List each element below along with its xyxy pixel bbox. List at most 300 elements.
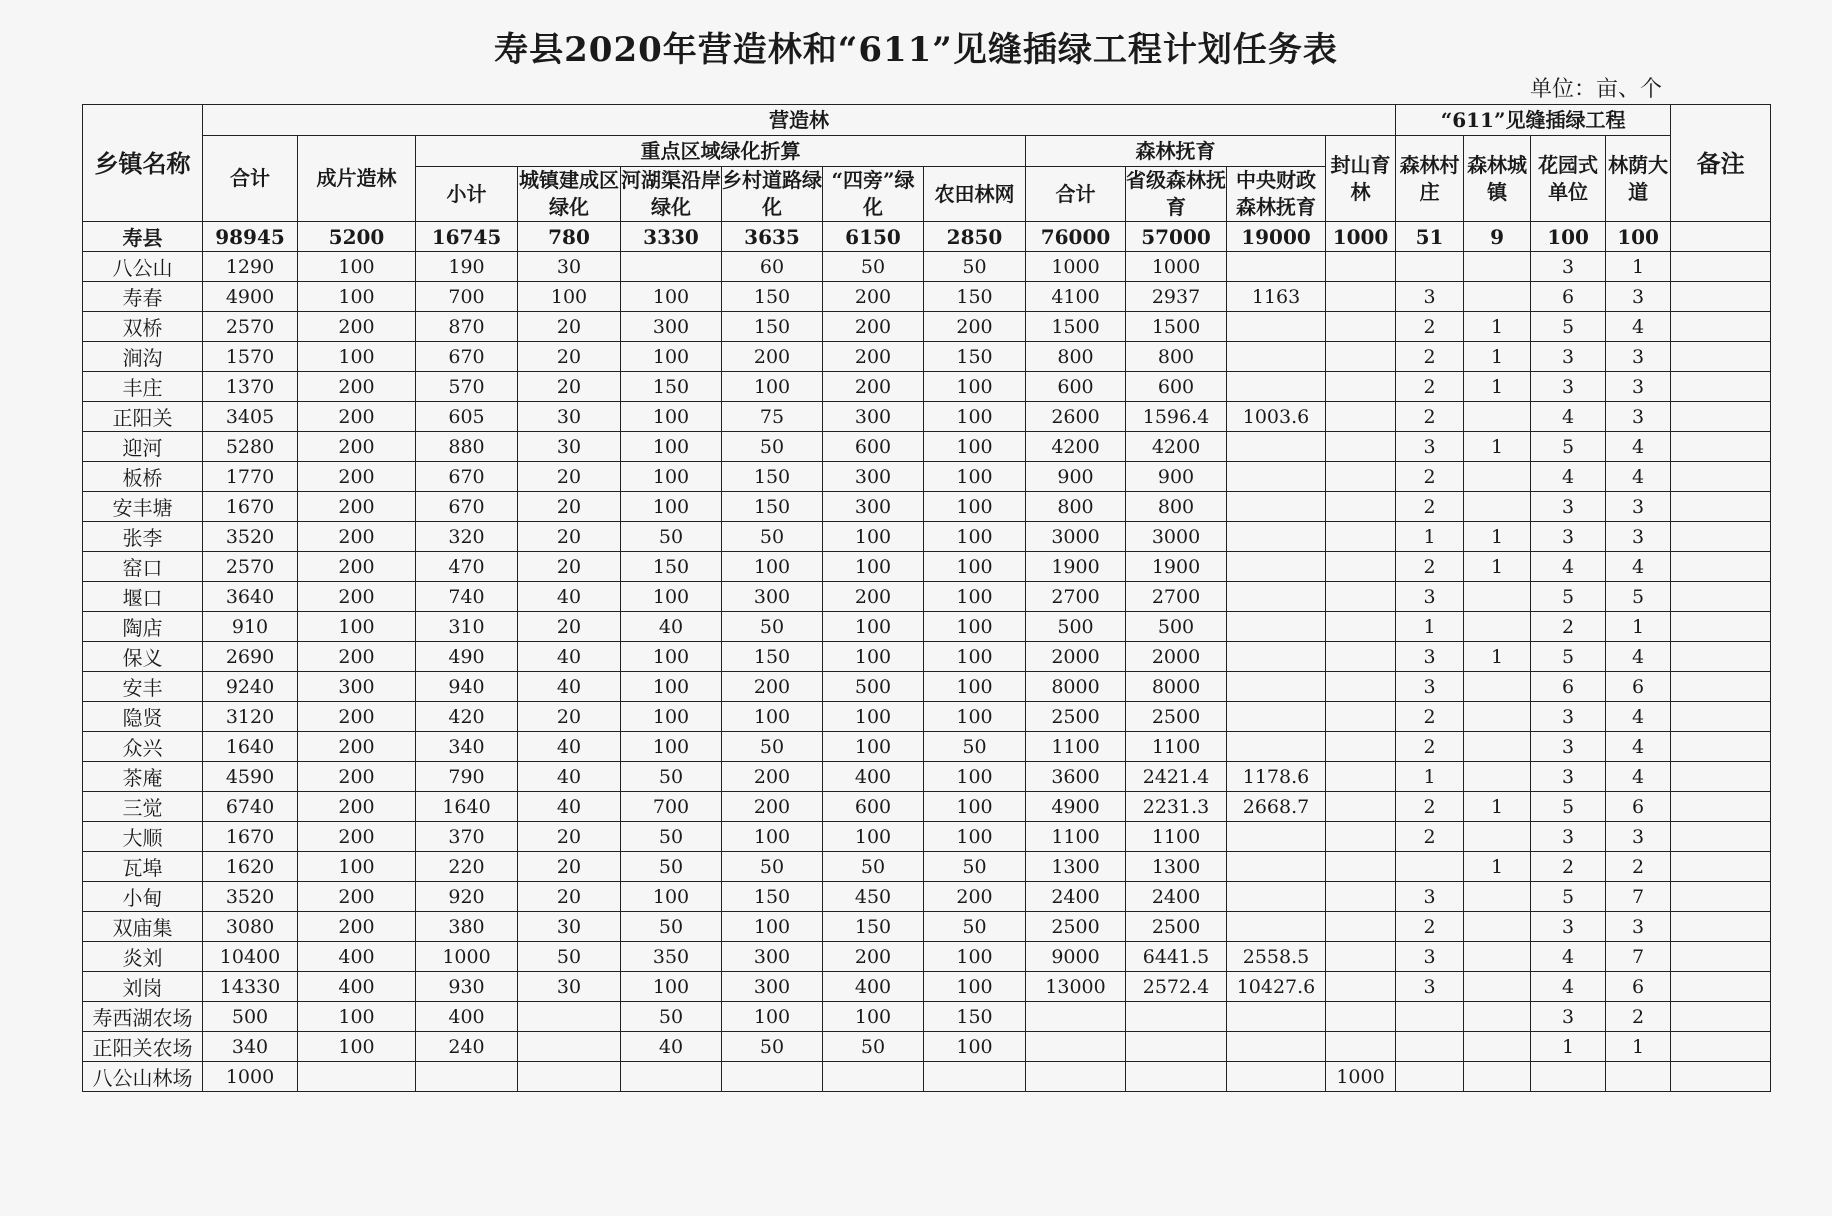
table-cell: 40 [518, 642, 621, 672]
table-cell: 100 [722, 912, 823, 942]
table-cell [1464, 762, 1531, 792]
table-cell [1671, 282, 1771, 312]
table-cell [621, 252, 722, 282]
table-cell: 800 [1026, 492, 1126, 522]
table-cell [1326, 402, 1396, 432]
table-cell: 4200 [1026, 432, 1126, 462]
table-cell: 200 [298, 492, 416, 522]
table-cell: 20 [518, 312, 621, 342]
table-cell: 605 [416, 402, 518, 432]
table-cell: 200 [298, 762, 416, 792]
table-cell: 100 [924, 582, 1026, 612]
table-cell: 780 [518, 222, 621, 252]
table-cell: 4 [1606, 642, 1671, 672]
township-name-cell: 寿西湖农场 [83, 1002, 203, 1032]
table-cell: 100 [621, 462, 722, 492]
table-cell: 6 [1531, 672, 1606, 702]
header-garden-unit: 花园式单位 [1531, 136, 1606, 222]
table-cell: 150 [924, 282, 1026, 312]
table-cell: 100 [924, 432, 1026, 462]
table-cell: 100 [621, 402, 722, 432]
table-cell: 98945 [203, 222, 298, 252]
table-cell: 200 [298, 702, 416, 732]
table-cell: 3 [1606, 372, 1671, 402]
header-central: 中央财政森林抚育 [1227, 167, 1326, 222]
table-cell: 20 [518, 852, 621, 882]
table-cell [1671, 462, 1771, 492]
table-cell: 3405 [203, 402, 298, 432]
table-cell: 2500 [1026, 912, 1126, 942]
table-cell: 100 [621, 882, 722, 912]
table-cell: 100 [924, 552, 1026, 582]
table-cell: 200 [722, 342, 823, 372]
table-cell: 19000 [1227, 222, 1326, 252]
table-cell: 2500 [1026, 702, 1126, 732]
table-cell: 3 [1531, 1002, 1606, 1032]
document-title: 寿县2020年营造林和“611”见缝插绿工程计划任务表 [494, 30, 1338, 70]
table-cell: 3 [1606, 282, 1671, 312]
table-cell [1326, 582, 1396, 612]
table-row [83, 1002, 1771, 1032]
table-cell: 6 [1606, 792, 1671, 822]
table-cell: 2400 [1126, 882, 1227, 912]
table-cell [1464, 942, 1531, 972]
table-cell: 50 [722, 522, 823, 552]
township-name-cell: 迎河 [83, 432, 203, 462]
table-cell: 2558.5 [1227, 942, 1326, 972]
table-cell: 20 [518, 822, 621, 852]
table-cell [1227, 432, 1326, 462]
table-cell: 100 [298, 252, 416, 282]
table-cell: 4 [1606, 552, 1671, 582]
table-cell: 400 [298, 972, 416, 1002]
township-name-cell: 瓦埠 [83, 852, 203, 882]
table-cell [1326, 762, 1396, 792]
table-cell [1326, 612, 1396, 642]
table-cell: 5 [1531, 582, 1606, 612]
table-cell: 370 [416, 822, 518, 852]
table-row [83, 822, 1771, 852]
table-cell: 3 [1531, 762, 1606, 792]
table-cell: 2 [1396, 702, 1464, 732]
table-cell: 2 [1396, 492, 1464, 522]
table-cell: 150 [621, 372, 722, 402]
table-cell [1227, 552, 1326, 582]
table-cell: 1000 [1126, 252, 1227, 282]
township-name-cell: 陶店 [83, 612, 203, 642]
table-cell: 50 [722, 852, 823, 882]
table-cell: 500 [1126, 612, 1227, 642]
table-cell: 3 [1606, 402, 1671, 432]
table-row [83, 702, 1771, 732]
table-cell: 14330 [203, 972, 298, 1002]
table-cell: 300 [823, 462, 924, 492]
table-cell: 150 [924, 1002, 1026, 1032]
table-cell: 4200 [1126, 432, 1227, 462]
table-cell [1671, 942, 1771, 972]
table-cell: 500 [823, 672, 924, 702]
table-cell [1227, 252, 1326, 282]
table-cell [1464, 972, 1531, 1002]
township-name-cell: 寿县 [83, 222, 203, 252]
table-cell [1531, 1062, 1606, 1092]
table-cell: 13000 [1026, 972, 1126, 1002]
table-cell: 1000 [203, 1062, 298, 1092]
table-cell: 450 [823, 882, 924, 912]
table-cell: 100 [722, 1002, 823, 1032]
table-cell: 3 [1396, 432, 1464, 462]
table-cell: 1670 [203, 822, 298, 852]
table-cell: 2570 [203, 552, 298, 582]
table-cell: 50 [924, 252, 1026, 282]
table-row [83, 462, 1771, 492]
table-row [83, 882, 1771, 912]
table-cell: 2 [1396, 402, 1464, 432]
table-cell: 3 [1606, 912, 1671, 942]
table-cell: 2600 [1026, 402, 1126, 432]
table-cell: 100 [924, 642, 1026, 672]
table-cell: 200 [298, 642, 416, 672]
table-cell [1227, 462, 1326, 492]
township-name-cell: 安丰塘 [83, 492, 203, 522]
table-cell: 2 [1396, 312, 1464, 342]
table-cell [1671, 642, 1771, 672]
table-cell: 790 [416, 762, 518, 792]
table-cell: 200 [298, 732, 416, 762]
table-cell [1464, 732, 1531, 762]
table-cell [1671, 852, 1771, 882]
table-row [83, 762, 1771, 792]
table-cell: 1640 [203, 732, 298, 762]
table-cell: 1000 [1326, 1062, 1396, 1092]
table-cell: 1290 [203, 252, 298, 282]
table-cell: 2 [1396, 732, 1464, 762]
table-cell: 100 [823, 612, 924, 642]
table-cell: 100 [298, 1032, 416, 1062]
table-cell [722, 1062, 823, 1092]
table-cell [924, 1062, 1026, 1092]
table-cell [1464, 672, 1531, 702]
township-name-cell: 张李 [83, 522, 203, 552]
table-cell: 200 [298, 792, 416, 822]
table-cell: 1640 [416, 792, 518, 822]
table-cell: 75 [722, 402, 823, 432]
table-cell [1326, 492, 1396, 522]
table-cell [1396, 1002, 1464, 1032]
table-cell: 1 [1396, 612, 1464, 642]
table-cell: 6 [1531, 282, 1606, 312]
table-cell: 600 [823, 792, 924, 822]
table-cell: 3520 [203, 522, 298, 552]
township-name-cell: 众兴 [83, 732, 203, 762]
table-cell: 870 [416, 312, 518, 342]
township-name-cell: 安丰 [83, 672, 203, 702]
table-cell: 200 [722, 672, 823, 702]
table-cell [1326, 312, 1396, 342]
table-cell: 50 [621, 1002, 722, 1032]
table-cell: 500 [1026, 612, 1126, 642]
table-cell: 5 [1531, 432, 1606, 462]
table-cell: 800 [1026, 342, 1126, 372]
table-cell [1227, 612, 1326, 642]
table-cell: 1570 [203, 342, 298, 372]
table-cell: 100 [924, 762, 1026, 792]
table-cell [1326, 522, 1396, 552]
table-cell: 3 [1396, 582, 1464, 612]
table-cell [1671, 972, 1771, 1002]
table-cell [1326, 432, 1396, 462]
table-row [83, 552, 1771, 582]
table-cell [1326, 372, 1396, 402]
table-cell: 50 [924, 912, 1026, 942]
table-cell [518, 1032, 621, 1062]
table-cell [1464, 492, 1531, 522]
table-row [83, 282, 1771, 312]
table-cell [1464, 912, 1531, 942]
table-cell: 6441.5 [1126, 942, 1227, 972]
table-cell [1326, 342, 1396, 372]
header-four-sides: “四旁”绿化 [823, 167, 924, 222]
table-cell: 150 [722, 462, 823, 492]
table-cell: 100 [924, 702, 1026, 732]
table-cell [298, 1062, 416, 1092]
table-cell [1671, 1062, 1771, 1092]
table-cell: 60 [722, 252, 823, 282]
table-cell: 240 [416, 1032, 518, 1062]
table-cell: 100 [621, 672, 722, 702]
table-cell [1671, 1032, 1771, 1062]
table-cell: 20 [518, 372, 621, 402]
table-cell: 200 [298, 582, 416, 612]
table-cell: 1 [1464, 852, 1531, 882]
table-cell: 340 [203, 1032, 298, 1062]
table-cell: 5 [1531, 312, 1606, 342]
table-cell [1671, 222, 1771, 252]
table-cell [1464, 282, 1531, 312]
unit-label: 单位：亩、个 [1530, 77, 1663, 102]
table-cell: 1003.6 [1227, 402, 1326, 432]
table-cell [1671, 732, 1771, 762]
table-cell: 470 [416, 552, 518, 582]
table-cell: 1300 [1026, 852, 1126, 882]
table-cell [1227, 492, 1326, 522]
table-cell: 40 [518, 792, 621, 822]
table-cell: 100 [621, 702, 722, 732]
table-cell: 50 [621, 822, 722, 852]
table-cell: 4 [1606, 762, 1671, 792]
table-cell: 600 [823, 432, 924, 462]
header-key-area-group: 重点区域绿化折算 [416, 136, 1026, 167]
table-cell: 2 [1531, 852, 1606, 882]
table-cell: 100 [823, 552, 924, 582]
table-cell [1227, 852, 1326, 882]
table-cell: 100 [924, 402, 1026, 432]
table-cell: 9240 [203, 672, 298, 702]
table-cell: 700 [621, 792, 722, 822]
table-cell: 420 [416, 702, 518, 732]
table-cell: 3 [1531, 252, 1606, 282]
table-cell: 3000 [1126, 522, 1227, 552]
table-cell: 1500 [1026, 312, 1126, 342]
table-cell: 3 [1606, 822, 1671, 852]
table-cell: 50 [621, 522, 722, 552]
table-cell: 4 [1606, 462, 1671, 492]
table-cell: 1 [1464, 342, 1531, 372]
table-cell [1671, 822, 1771, 852]
table-cell: 1500 [1126, 312, 1227, 342]
table-cell: 50 [924, 852, 1026, 882]
table-cell [1126, 1032, 1227, 1062]
table-cell [1227, 672, 1326, 702]
table-cell: 50 [823, 252, 924, 282]
table-cell: 150 [722, 282, 823, 312]
table-cell: 190 [416, 252, 518, 282]
table-cell: 2 [1606, 852, 1671, 882]
table-cell: 600 [1026, 372, 1126, 402]
table-cell: 100 [823, 1002, 924, 1032]
table-cell: 200 [823, 342, 924, 372]
table-cell: 50 [621, 852, 722, 882]
table-row [83, 732, 1771, 762]
table-cell: 5280 [203, 432, 298, 462]
table-row [83, 312, 1771, 342]
header-farmland: 农田林网 [924, 167, 1026, 222]
table-cell: 100 [924, 822, 1026, 852]
table-cell: 3 [1531, 702, 1606, 732]
table-cell: 5 [1606, 582, 1671, 612]
header-afforestation-group: 营造林 [203, 105, 1396, 136]
table-row [83, 642, 1771, 672]
table-cell: 100 [924, 1032, 1026, 1062]
table-row [83, 942, 1771, 972]
table-cell: 200 [924, 882, 1026, 912]
table-cell: 40 [518, 732, 621, 762]
plan-task-table [82, 104, 1771, 1092]
table-cell: 200 [722, 762, 823, 792]
table-row [83, 612, 1771, 642]
table-cell [518, 1062, 621, 1092]
table-cell: 4 [1531, 552, 1606, 582]
table-cell: 1 [1531, 1032, 1606, 1062]
table-cell: 940 [416, 672, 518, 702]
table-cell [1227, 882, 1326, 912]
table-cell: 16745 [416, 222, 518, 252]
table-cell [1326, 702, 1396, 732]
table-cell: 5 [1531, 792, 1606, 822]
table-cell: 1 [1464, 522, 1531, 552]
table-cell [1326, 942, 1396, 972]
table-cell [1671, 702, 1771, 732]
table-cell: 1 [1464, 792, 1531, 822]
table-cell [1464, 582, 1531, 612]
table-cell: 150 [722, 312, 823, 342]
table-cell: 150 [924, 342, 1026, 372]
table-cell: 3 [1396, 672, 1464, 702]
table-cell: 20 [518, 492, 621, 522]
table-cell: 50 [722, 732, 823, 762]
table-cell: 30 [518, 432, 621, 462]
table-cell: 3 [1396, 282, 1464, 312]
table-cell [1671, 252, 1771, 282]
table-cell: 3 [1396, 882, 1464, 912]
table-cell: 1 [1464, 372, 1531, 402]
table-cell [1671, 612, 1771, 642]
header-avenue: 林荫大道 [1606, 136, 1671, 222]
table-cell [1326, 672, 1396, 702]
table-cell: 2421.4 [1126, 762, 1227, 792]
table-cell: 700 [416, 282, 518, 312]
township-name-cell: 双桥 [83, 312, 203, 342]
table-cell: 3 [1531, 372, 1606, 402]
table-cell: 2700 [1026, 582, 1126, 612]
table-cell: 300 [722, 942, 823, 972]
table-cell: 50 [823, 1032, 924, 1062]
table-row [83, 432, 1771, 462]
table-cell: 2231.3 [1126, 792, 1227, 822]
table-cell [1227, 1002, 1326, 1032]
table-cell: 4 [1606, 732, 1671, 762]
table-cell: 20 [518, 552, 621, 582]
table-row [83, 972, 1771, 1002]
table-cell: 100 [1531, 222, 1606, 252]
table-cell: 200 [298, 402, 416, 432]
table-cell: 100 [823, 642, 924, 672]
table-cell: 3 [1531, 912, 1606, 942]
header-provincial: 省级森林抚育 [1126, 167, 1227, 222]
table-cell: 3330 [621, 222, 722, 252]
table-row [83, 372, 1771, 402]
table-cell: 9 [1464, 222, 1531, 252]
table-cell: 150 [621, 552, 722, 582]
table-cell: 150 [722, 492, 823, 522]
table-cell: 100 [298, 342, 416, 372]
township-name-cell: 大顺 [83, 822, 203, 852]
table-cell: 200 [298, 432, 416, 462]
table-cell: 200 [298, 462, 416, 492]
table-cell [1464, 462, 1531, 492]
table-cell: 100 [924, 672, 1026, 702]
table-cell: 100 [1606, 222, 1671, 252]
table-cell: 400 [823, 972, 924, 1002]
table-cell [823, 1062, 924, 1092]
table-cell [1671, 432, 1771, 462]
table-cell: 2690 [203, 642, 298, 672]
table-row [83, 852, 1771, 882]
table-cell [1464, 612, 1531, 642]
table-cell [1464, 1062, 1531, 1092]
table-cell: 1300 [1126, 852, 1227, 882]
table-cell: 200 [298, 312, 416, 342]
table-cell [1227, 1032, 1326, 1062]
table-cell: 100 [621, 582, 722, 612]
table-cell [1671, 342, 1771, 372]
table-cell: 3120 [203, 702, 298, 732]
table-cell: 910 [203, 612, 298, 642]
table-cell: 2 [1396, 822, 1464, 852]
header-township: 乡镇名称 [83, 105, 203, 222]
table-cell [1671, 882, 1771, 912]
table-cell: 300 [722, 972, 823, 1002]
table-cell [1464, 252, 1531, 282]
table-cell: 920 [416, 882, 518, 912]
township-name-cell: 板桥 [83, 462, 203, 492]
table-cell: 40 [518, 582, 621, 612]
table-cell: 1 [1606, 1032, 1671, 1062]
table-cell [1326, 1032, 1396, 1062]
table-cell: 30 [518, 402, 621, 432]
township-name-cell: 正阳关 [83, 402, 203, 432]
table-cell [1227, 912, 1326, 942]
